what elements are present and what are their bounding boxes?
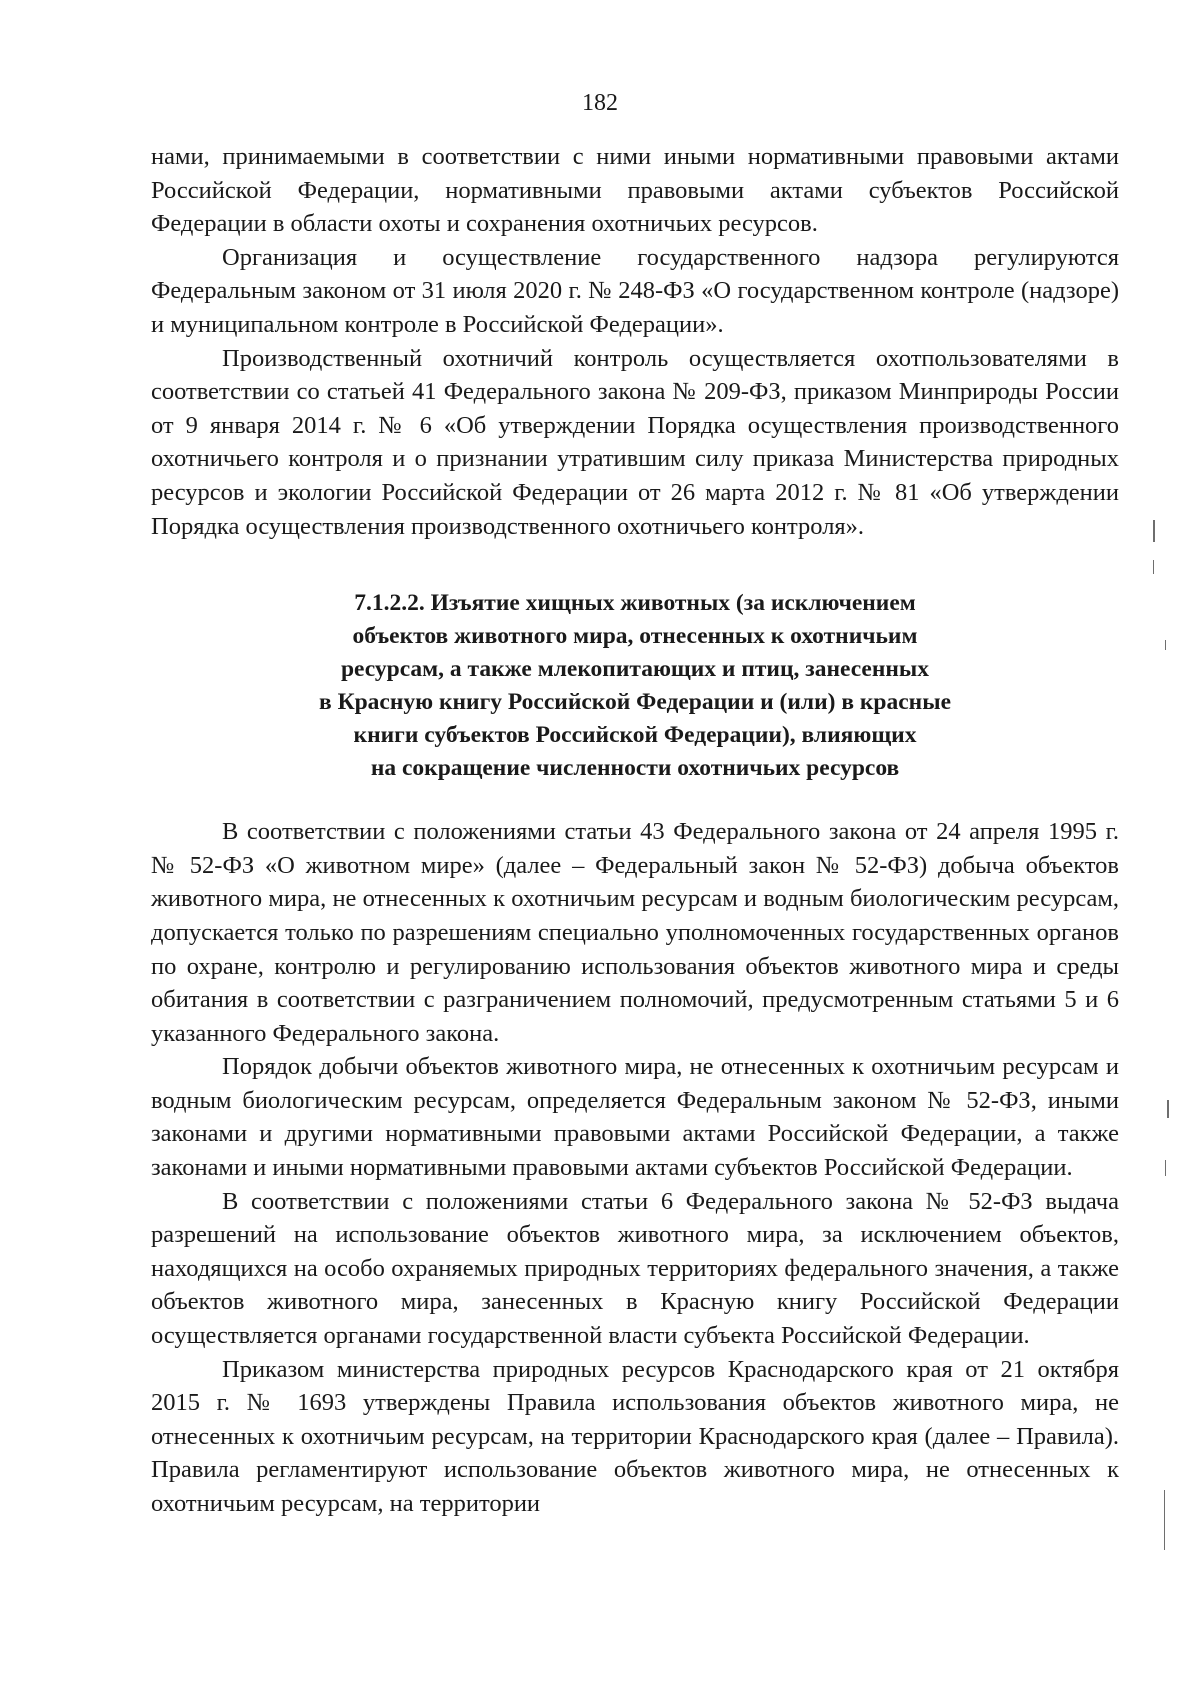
section-heading-line: на сокращение численности охотничьих ресурсов [370, 755, 900, 782]
scan-artifact [1153, 520, 1155, 542]
section-heading-line: 7.1.2.2. Изъятие хищных животных (за исключением [354, 590, 916, 617]
scan-artifact [1167, 1100, 1169, 1118]
paragraph-state-supervision: Организация и осуществление государственного надзора регулируются Федеральным законом от 31 июля 2020 г. № 248-ФЗ «О государственном контроле (надзоре) и муниципальном контроле в Российской Федерации». [151, 243, 1119, 338]
paragraph-extraction-procedure: Порядок добычи объектов животного мира, не отнесенных к охотничьим ресурсам и водным биологическим ресурсам, определяется Федеральным законом № 52-ФЗ, иными законами и другими нормативными правовыми актами Российской Федерации, а также законами и иными нормативными правовыми актами субъектов Российской Федерации. [151, 1053, 1119, 1182]
section-heading-line: книги субъектов Российской Федерации), влияющих [353, 722, 917, 749]
scan-artifact [1165, 640, 1166, 650]
document-body [151, 140, 1119, 1521]
section-heading-line: объектов животного мира, отнесенных к охотничьим [352, 623, 918, 650]
paragraph-article-43: В соответствии с положениями статьи 43 Федерального закона от 24 апреля 1995 г. № 52-ФЗ «О животном мире» (далее – Федеральный закон № 52-ФЗ) добыча объектов животного мира, не отнесенных к охотничьим ресурсам и водным биологическим ресурсам, допускается только по разрешениям специально уполномоченных государственных органов по охране, контролю и регулированию использования объектов животного мира и среды обитания в соответствии с разграничением полномочий, предусмотренным статьями 5 и 6 указанного Федерального закона. [151, 818, 1119, 1047]
page-number: 182 [582, 90, 618, 116]
scan-artifact [1165, 1160, 1166, 1176]
scan-artifact [1164, 1490, 1165, 1550]
section-heading [151, 587, 1119, 785]
section-heading-line: в Красную книгу Российской Федерации и (или) в красные [319, 689, 951, 716]
paragraph-production-control: Производственный охотничий контроль осуществляется охотпользователями в соответствии со статьей 41 Федерального закона № 209-ФЗ, приказом Минприроды России от 9 января 2014 г. № 6 «Об утверждении Порядка осуществления производственного охотничьего контроля и о признании утратившим силу приказа Министерства природных ресурсов и экологии Российской Федерации от 26 марта 2012 г. № 81 «Об утверждении Порядка осуществления производственного охотничьего контроля». [151, 344, 1119, 540]
paragraph-article-6: В соответствии с положениями статьи 6 Федерального закона № 52-ФЗ выдача разрешений на использование объектов животного мира, за исключением объектов, находящихся на особо охраняемых природных территориях федерального значения, а также объектов животного мира, занесенных в Красную книгу Российской Федерации осуществляется органами государственной власти субъекта Российской Федерации. [151, 1187, 1119, 1350]
scan-artifact [1153, 560, 1154, 574]
paragraph-order-1693: Приказом министерства природных ресурсов Краснодарского края от 21 октября 2015 г. № 1693 утверждены Правила использования объектов животного мира, не отнесенных к охотничьим ресурсам, на территории Краснодарского края (далее – Правила). Правила регламентируют использование объектов животного мира, не отнесенных к охотничьим ресурсам, на территории [151, 1355, 1119, 1517]
section-heading-line: ресурсам, а также млекопитающих и птиц, занесенных [340, 656, 930, 683]
paragraph-continuation: нами, принимаемыми в соответствии с ними иными нормативными правовыми актами Российской Федерации, нормативными правовыми актами субъектов Российской Федерации в области охоты и сохранения охотничьих ресурсов. [151, 143, 1119, 238]
